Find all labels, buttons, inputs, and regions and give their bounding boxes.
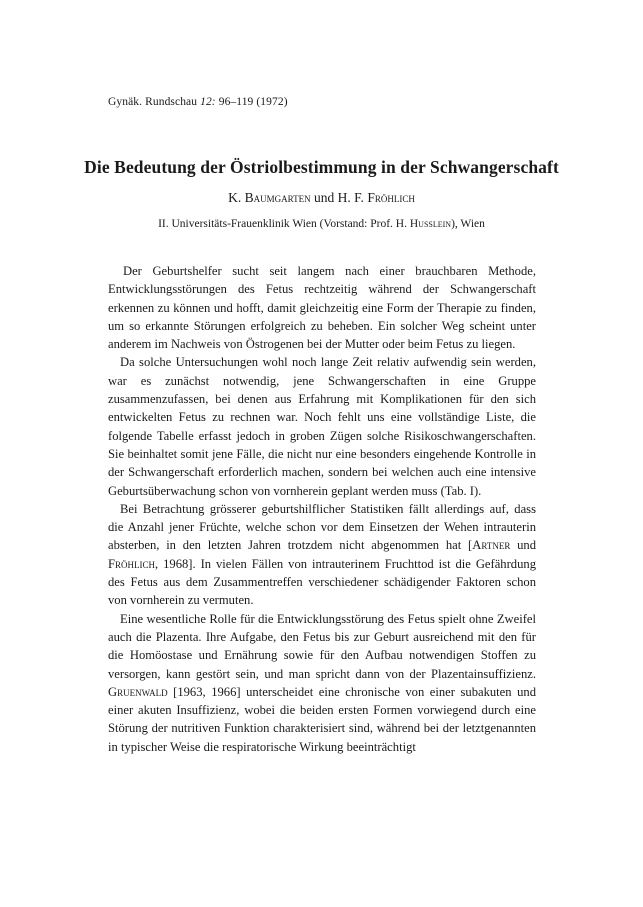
author-initials: H. F. — [337, 190, 364, 205]
journal-pages-year: 96–119 (1972) — [218, 96, 288, 108]
affiliation-head: Husslein — [409, 218, 452, 230]
paragraph-3-text-a: Bei Betrachtung grösserer geburtshilflicher Statistiken fällt allerdings auf, dass die Anzahl jener Früchte, welche schon vor dem Einsetzen der Wehen intrauterin absterben, in den letzten Jahren trotzdem nicht abgenommen hat [ — [108, 501, 536, 553]
citation-froehlich: Fröhlich — [108, 556, 156, 571]
author-baumgarten: K. Baumgarten — [228, 190, 311, 205]
paragraph-3-text-c: , 1968]. In vielen Fällen von intrauterinem Fruchttod ist die Gefährdung des Fetus aus dem Zusammentreffen verschiedener schädigender Faktoren schon von vornherein zu vermuten. — [108, 556, 536, 608]
paragraph-4-text-b: [1963, 1966] unterscheidet eine chronische von einer subakuten und einer akuten Insuffizienz, wobei die beiden ersten Formen vorwiegend durch eine Störung der nutritiven Funktion charakterisiert sind, während bei der letztgenannten in typischer Weise die respiratorische Wirkung beeinträchtigt — [108, 684, 536, 754]
journal-volume: 12: — [200, 96, 216, 108]
paragraph-4 — [108, 610, 536, 756]
paragraph-3-text-b: und — [510, 538, 537, 553]
affiliation-text: II. Universitäts-Frauenklinik Wien (Vorstand: Prof. H. — [158, 218, 407, 230]
author-froehlich: Fröhlich — [367, 190, 415, 205]
affiliation-city: ), Wien — [451, 218, 485, 230]
paragraph-2: Da solche Untersuchungen wohl noch lange Zeit relativ aufwendig sein werden, war es zunächst notwendig, jene Schwangerschaften in eine Gruppe zusammenzufassen, bei denen aus Erfahrung mit Komplikationen für den sich entwickelten Fetus zu rechnen war. Noch fehlt uns eine vollständige Liste, die folgende Tabelle erfasst jedoch in groben Zügen solche Risikoschwangerschaften. Sie beinhaltet somit jene Fälle, die nicht nur eine besonders eingehende Kontrolle in der Schwangerschaft erforderlich machen, sondern bei welchen auch eine intensive Geburtsüberwachung schon von vornherein geplant werden muss (Tab. I). — [108, 355, 536, 498]
paragraph-3 — [108, 500, 536, 610]
author-conjunction: und — [314, 190, 335, 205]
paragraph-4-text-a: Eine wesentliche Rolle für die Entwicklungsstörung des Fetus spielt ohne Zweifel auch die Plazenta. Ihre Aufgabe, den Fetus bis zur Geburt ausreichend mit den für die Homöostase und Ernährung sowie für den Aufbau notwendigen Stoffen zu versorgen, kann gestört sein, und man spricht dann von der Plazentainsuffizienz. — [108, 611, 536, 681]
author-line — [0, 190, 643, 206]
article-body — [108, 262, 536, 756]
paragraph-1: Der Geburtshelfer sucht seit langem nach einer brauchbaren Methode, Entwicklungsstörungen des Fetus rechtzeitig während der Schwangerschaft erkennen zu können und hofft, damit gleichzeitig eine Form der Therapie zu finden, um so erkannte Störungen erfolgreich zu beheben. Ein solcher Weg scheint unter anderem im Nachweis von Östrogenen bei der Mutter oder beim Fetus zu liegen. — [108, 264, 536, 352]
article-title: Die Bedeutung der Östriolbestimmung in der Schwangerschaft — [84, 157, 559, 177]
affiliation — [0, 218, 643, 230]
journal-citation — [108, 96, 288, 108]
journal-name: Gynäk. Rundschau — [108, 96, 198, 108]
citation-artner: Artner — [472, 538, 511, 553]
citation-gruenwald: Gruenwald — [108, 684, 168, 699]
